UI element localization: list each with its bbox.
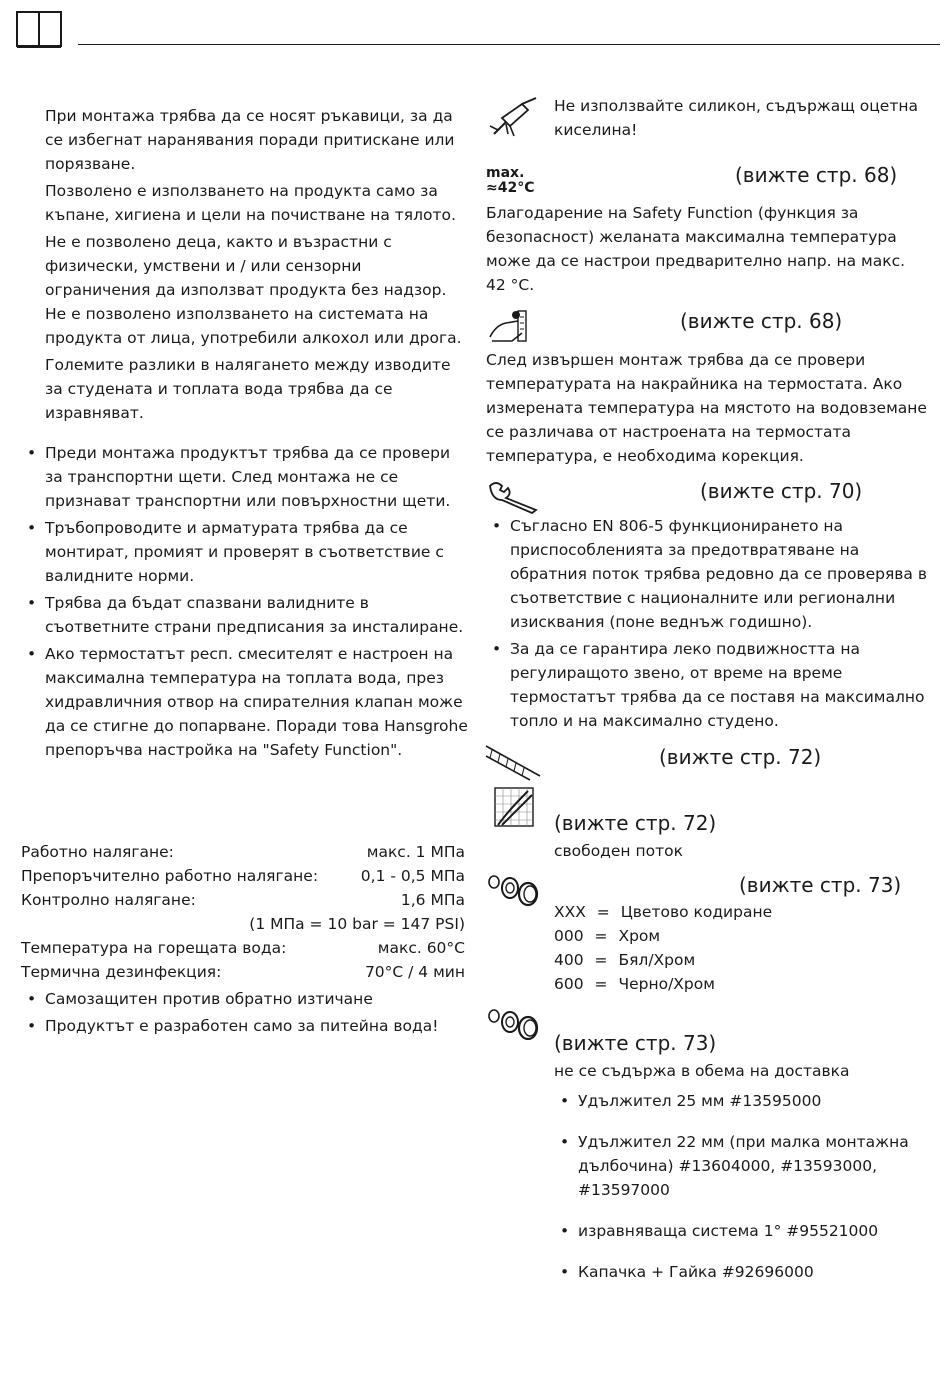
ruler-icon	[484, 742, 542, 782]
page-reference: (вижте стр. 72)	[554, 811, 717, 835]
silicone-warning: Не използвайте силикон, съдържащ оцетна киселина!	[554, 97, 919, 139]
spec-label: Термична дезинфекция:	[21, 963, 222, 981]
spec-row	[21, 960, 465, 984]
list-item: • Тръбопроводите и арматурата трябва да се монтират, промият и проверят в съответствие с валидните норми.	[21, 516, 471, 588]
spec-label: Температура на горещата вода:	[21, 939, 287, 957]
spec-value: 0,1 - 0,5 МПа	[360, 867, 465, 885]
accessories-list	[554, 1089, 924, 1301]
color-code: 600	[554, 975, 584, 993]
safety-function-text: Благодарение на Safety Function (функция за безопасност) желаната максимална температура може да се настрои предварително напр. на макс. 42 °C.	[486, 204, 906, 294]
color-name: Черно/Хром	[618, 975, 715, 993]
thermostat-adjust-text: След извършен монтаж трябва да се провери температурата на накрайника на термостата. Ако измерената температура на мястото на водовземане се различава от настроената на термостата температура, е необходима корекция.	[486, 351, 927, 465]
color-code-row	[554, 900, 772, 924]
color-eq: =	[594, 975, 608, 993]
color-code-row	[554, 972, 772, 996]
page-reference: (вижте стр. 73)	[739, 873, 902, 897]
installation-list	[21, 441, 471, 765]
page-reference: (вижте стр. 68)	[735, 163, 898, 187]
list-item: • Ако термостатът респ. смесителят е настроен на максимална температура на топлата вода, през хидравличния отвор на спирателния клапан може да се стигне до попарване. Поради това Hansgrohe препоръчва настройка на "Safety Function".	[21, 642, 471, 762]
color-name: Бял/Хром	[618, 951, 696, 969]
spec-row	[21, 840, 465, 864]
spec-row	[21, 936, 465, 960]
color-code-row	[554, 948, 772, 972]
safety-note: Не е позволено деца, както и възрастни с физически, умствени и / или сензорни ограничения да използват продукта без надзор. Не е позволено използването на системата на продукта от лица, употребили алкохол или дрога.	[45, 233, 462, 347]
spec-value: 1,6 МПа	[400, 891, 465, 909]
color-name: Цветово кодиране	[620, 903, 773, 921]
list-item: • За да се гарантира леко подвижността на регулиращото звено, от време на време термостатът трябва да се поставя на максимално топло и на максимално студено.	[486, 637, 931, 733]
max-temp-label	[486, 166, 535, 196]
free-flow-label: свободен поток	[554, 842, 683, 860]
spec-value: макс. 60°C	[377, 939, 465, 957]
list-item: • Преди монтажа продуктът трябва да се провери за транспортни щети. След монтажа не се признават транспортни или повърхностни щети.	[21, 441, 471, 513]
color-code: XXX	[554, 903, 586, 921]
list-item: • изравняваща система 1° #95521000	[554, 1219, 924, 1243]
safety-note: При монтажа трябва да се носят ръкавици, за да се избегнат наранявания поради притискане или порязване.	[45, 107, 455, 173]
wrench-icon	[486, 478, 542, 514]
color-code: 400	[554, 951, 584, 969]
spec-value: (1 МПа = 10 bar = 147 PSI)	[249, 915, 465, 933]
technical-data	[21, 840, 465, 984]
page-reference: (вижте стр. 70)	[700, 479, 863, 503]
max-label-line: ≈42°C	[486, 180, 535, 196]
color-code-row	[554, 924, 772, 948]
accessories-icon	[486, 1006, 544, 1044]
silicone-gun-icon	[488, 96, 544, 138]
spare-parts-icon	[486, 872, 544, 910]
color-eq: =	[594, 951, 608, 969]
color-eq: =	[594, 927, 608, 945]
spec-row	[21, 888, 465, 912]
max-label-line: max.	[486, 165, 525, 181]
header-rule	[78, 44, 940, 45]
list-item: • Продуктът е разработен само за питейна вода!	[21, 1014, 471, 1038]
list-item: • Трябва да бъдат спазвани валидните в съответните страни предписания за инсталиране.	[21, 591, 471, 639]
spec-row	[21, 864, 465, 888]
list-item: • Удължител 22 мм (при малка монтажна дълбочина) #13604000, #13593000, #13597000	[554, 1130, 924, 1202]
spec-label: Контролно налягане:	[21, 891, 196, 909]
color-code-table	[554, 900, 772, 996]
page-reference: (вижте стр. 68)	[680, 309, 843, 333]
not-included-label: не се съдържа в обема на доставка	[554, 1062, 850, 1080]
color-eq: =	[596, 903, 610, 921]
spec-bullets	[21, 987, 471, 1041]
list-item: • Удължител 25 мм #13595000	[554, 1089, 924, 1113]
maintenance-list	[486, 514, 931, 736]
color-code: 000	[554, 927, 584, 945]
spec-label: Работно налягане:	[21, 843, 174, 861]
list-item: • Капачка + Гайка #92696000	[554, 1260, 924, 1284]
spec-value: 70°C / 4 мин	[364, 963, 465, 981]
list-item: • Съгласно EN 806-5 функционирането на приспособленията за предотвратяване на обратния поток трябва редовно да се проверява в съответствие с националните или регионални изисквания (поне веднъж годишно).	[486, 514, 931, 634]
flow-graph-icon	[494, 787, 534, 827]
book-icon	[15, 10, 63, 50]
thermometer-hand-icon	[488, 307, 534, 345]
safety-note: Големите разлики в налягането между изводите за студената и топлата вода трябва да се изравняват.	[45, 356, 451, 422]
safety-note: Позволено е използването на продукта само за къпане, хигиена и цели на почистване на тялото.	[45, 182, 456, 224]
page-reference: (вижте стр. 72)	[659, 745, 822, 769]
list-item: • Самозащитен против обратно изтичане	[21, 987, 471, 1011]
spec-row	[21, 912, 465, 936]
color-name: Хром	[618, 927, 661, 945]
safety-notes	[45, 104, 470, 428]
spec-value: макс. 1 МПа	[366, 843, 465, 861]
page-reference: (вижте стр. 73)	[554, 1031, 717, 1055]
spec-label: Препоръчително работно налягане:	[21, 867, 319, 885]
